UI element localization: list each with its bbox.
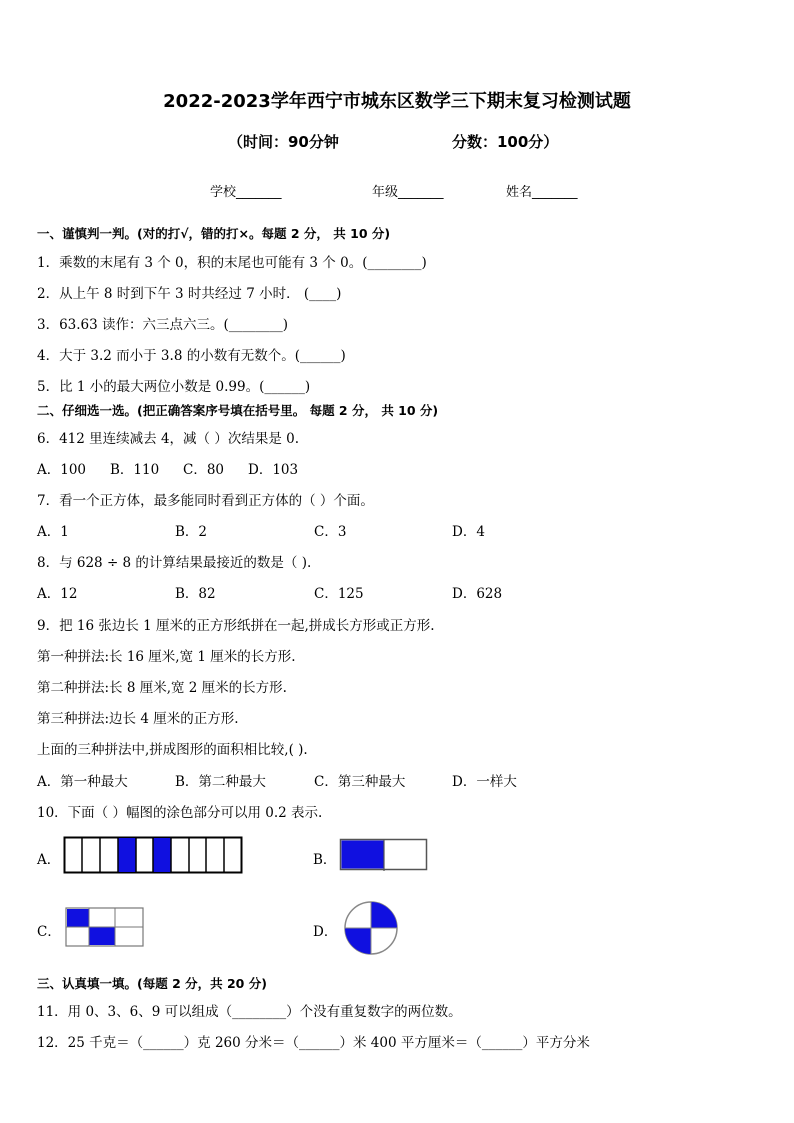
q6-option-b: B．110 — [110, 462, 160, 478]
question-2: 2．从上午 8 时到下午 3 时共经过 7 小时． (____) — [37, 286, 342, 302]
question-7: 7．看一个正方体，最多能同时看到正方体的（ ）个面。 — [37, 493, 374, 509]
q7-option-d: D．4 — [452, 524, 485, 540]
q10-c-shaded-1 — [67, 909, 89, 927]
question-8: 8．与 628 ÷ 8 的计算结果最接近的数是（ ). — [37, 555, 312, 571]
exam-title: 2022-2023学年西宁市城东区数学三下期末复习检测试题 — [163, 91, 631, 112]
section1-heading: 一、谨慎判一判。(对的打√，错的打×。每题 2 分， 共 10 分) — [37, 226, 391, 241]
q8-option-c: C．125 — [314, 586, 364, 602]
name-field: 姓名_______ — [506, 185, 578, 200]
question-12: 12．25 千克＝（______）克 260 分米＝（______）米 400 平方厘米＝（______）平方分米 — [37, 1035, 590, 1051]
q6-option-a: A．100 — [37, 462, 87, 478]
question-3: 3．63.63 读作：六三点六三。(________) — [37, 317, 289, 333]
q10-label-a: A． — [37, 852, 61, 868]
q8-option-b: B．82 — [175, 586, 216, 602]
section2-heading: 二、仔细选一选。(把正确答案序号填在括号里。 每题 2 分， 共 10 分) — [37, 403, 439, 418]
q10-label-d: D． — [313, 924, 338, 940]
q9-method-1: 第一种拼法:长 16 厘米,宽 1 厘米的长方形. — [37, 649, 296, 665]
q10-a-shaded-1 — [118, 838, 136, 872]
q10-figure-b — [339, 838, 429, 872]
q9-method-3: 第三种拼法:边长 4 厘米的正方形. — [37, 711, 239, 727]
q9-option-a: A．第一种最大 — [37, 774, 128, 790]
q10-c-shaded-2 — [89, 927, 115, 945]
question-4: 4．大于 3.2 而小于 3.8 的小数有无数个。(______) — [37, 348, 346, 364]
q10-label-b: B． — [313, 852, 337, 868]
question-5: 5．比 1 小的最大两位小数是 0.99。(______) — [37, 379, 311, 395]
q10-b-shaded — [342, 841, 384, 869]
q9-option-c: C．第三种最大 — [314, 774, 406, 790]
grade-field: 年级_______ — [372, 185, 444, 200]
q6-option-d: D．103 — [248, 462, 299, 478]
exam-time: （时间：90分钟 — [228, 133, 339, 151]
school-field: 学校_______ — [210, 185, 282, 200]
question-1: 1．乘数的末尾有 3 个 0，积的末尾也可能有 3 个 0。(________) — [37, 255, 427, 271]
q9-prompt: 上面的三种拼法中,拼成图形的面积相比较,( ). — [37, 742, 308, 758]
q7-option-b: B．2 — [175, 524, 208, 540]
q10-figure-c — [65, 907, 145, 947]
q9-method-2: 第二种拼法:长 8 厘米,宽 2 厘米的长方形. — [37, 680, 287, 696]
question-6: 6．412 里连续减去 4，减（ ）次结果是 0. — [37, 431, 299, 447]
q8-option-d: D．628 — [452, 586, 503, 602]
q10-d-shaded-2 — [345, 928, 371, 954]
q8-option-a: A．12 — [37, 586, 78, 602]
q10-figure-a — [63, 836, 243, 874]
question-10: 10．下面（ ）幅图的涂色部分可以用 0.2 表示. — [37, 805, 323, 821]
q9-option-d: D．一样大 — [452, 774, 517, 790]
question-11: 11．用 0、3、6、9 可以组成（________）个没有重复数字的两位数。 — [37, 1004, 462, 1020]
q6-option-c: C．80 — [183, 462, 225, 478]
q10-label-c: C． — [37, 924, 61, 940]
section3-heading: 三、认真填一填。(每题 2 分，共 20 分) — [37, 976, 267, 991]
q7-option-c: C．3 — [314, 524, 347, 540]
q7-option-a: A．1 — [37, 524, 69, 540]
exam-score: 分数：100分） — [452, 133, 559, 151]
q9-option-b: B．第二种最大 — [175, 774, 266, 790]
q10-a-shaded-2 — [153, 838, 171, 872]
q10-figure-d — [343, 900, 399, 956]
question-9: 9．把 16 张边长 1 厘米的正方形纸拼在一起,拼成长方形或正方形. — [37, 618, 435, 634]
q10-d-shaded-1 — [371, 902, 397, 928]
